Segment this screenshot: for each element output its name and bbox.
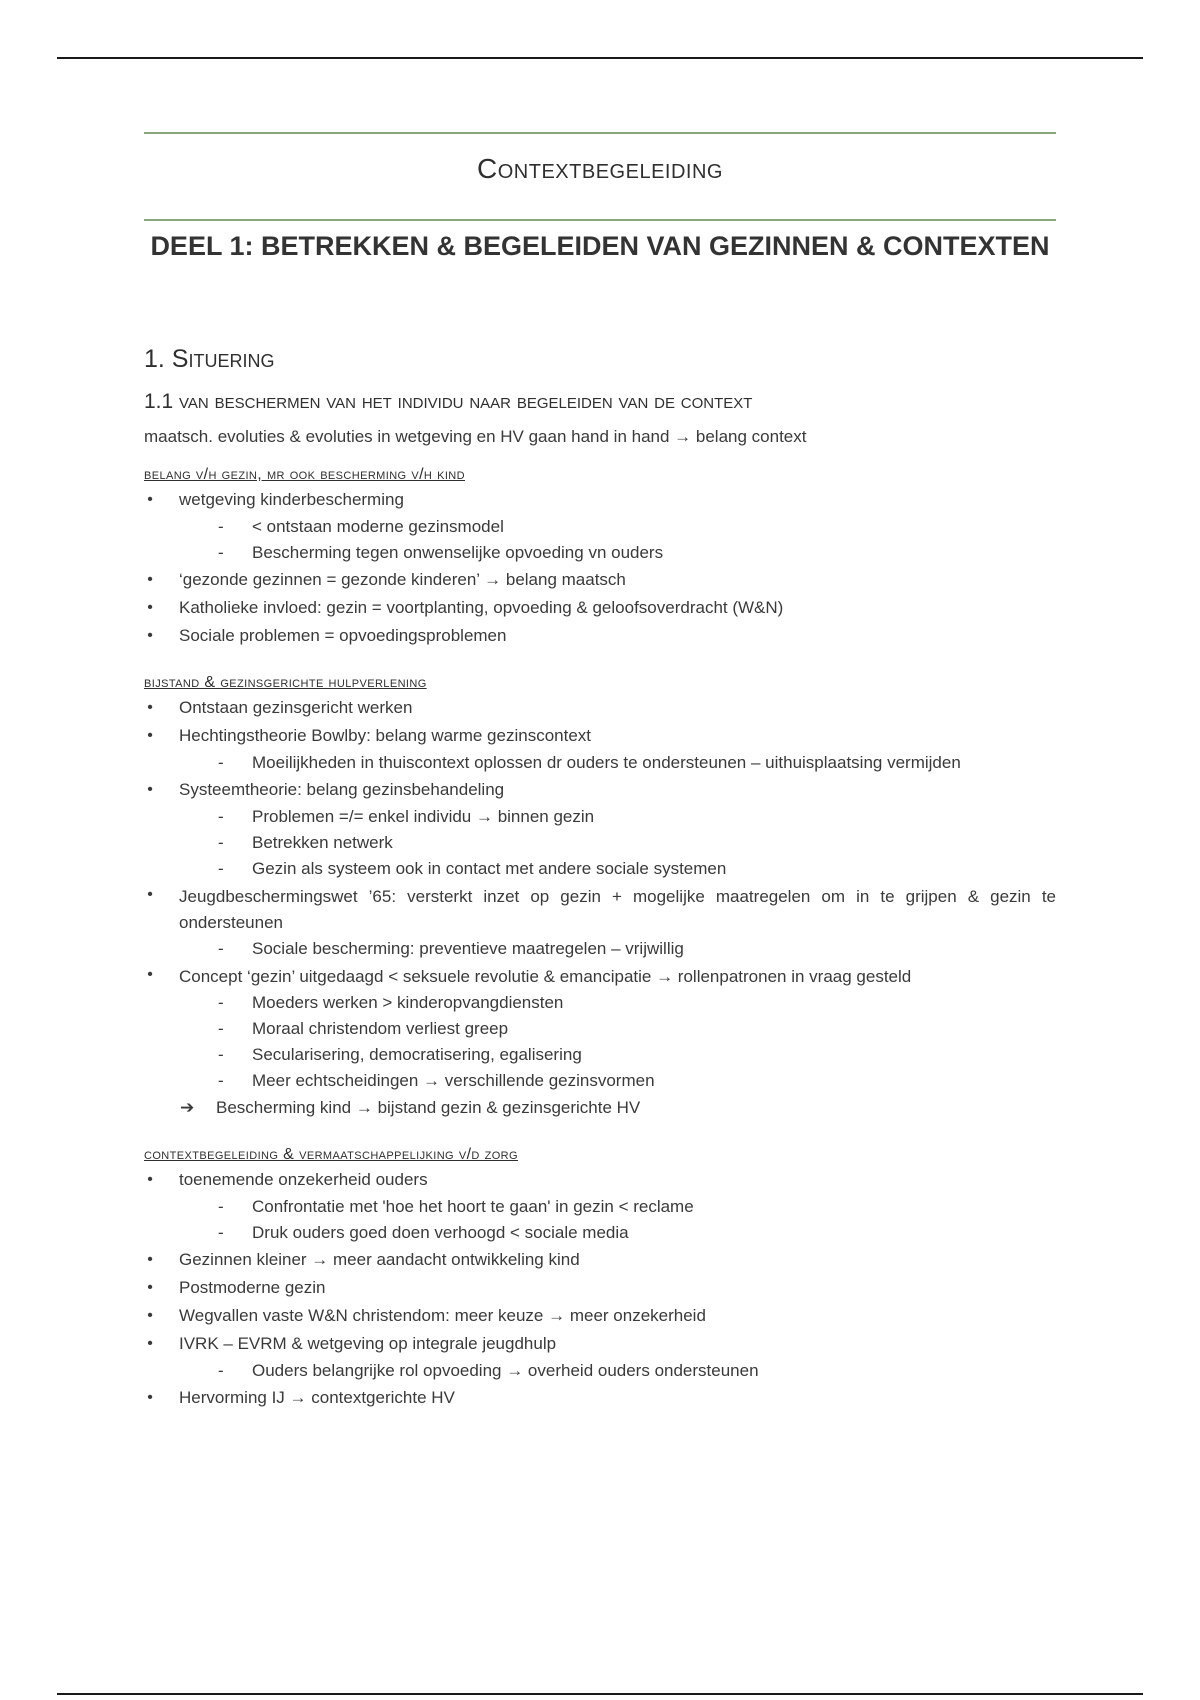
arrow-icon: ➔ [180,1098,195,1117]
dash-icon: - [218,543,224,562]
bullet-icon: • [147,1335,153,1352]
section-heading: 1.1 van beschermen van het individu naar begeleiden van de context [144,390,753,413]
bullet-list [144,694,1056,1122]
sub-list-item [144,804,1056,830]
sub-list-item-text: Bescherming tegen onwenselijke opvoeding vn ouders [252,543,664,562]
list-item [144,1166,1056,1194]
list-item-text: toenemende onzekerheid ouders [179,1170,428,1189]
sub-list-item [144,514,1056,540]
dash-icon: - [218,1197,224,1216]
bullet-icon: • [147,781,153,798]
sub-list-item [144,750,1056,776]
bullet-icon: • [147,727,153,744]
dash-icon: - [218,1071,224,1090]
title-rule-bottom [144,219,1056,221]
sub-list-item-text: Ouders belangrijke rol opvoeding → overheid ouders ondersteunen [252,1361,759,1380]
sub-list-item [144,856,1056,882]
list-item-text: Katholieke invloed: gezin = voortplanting, opvoeding & geloofsoverdracht (W&N) [179,598,784,617]
sub-list-item [144,1068,1056,1094]
sub-list-item-text: Druk ouders goed doen verhoogd < sociale media [252,1223,629,1242]
sub-list-item [144,540,1056,566]
list-item-text: Hervorming IJ → contextgerichte HV [179,1388,455,1407]
conclusion-text: Bescherming kind → bijstand gezin & gezinsgerichte HV [216,1098,641,1117]
list-item [144,1330,1056,1358]
bullet-icon: • [147,1279,153,1296]
sub-list-item-text: Betrekken netwerk [252,833,393,852]
list-item-text: Ontstaan gezinsgericht werken [179,698,413,717]
bullet-icon: • [147,1251,153,1268]
list-item [144,1246,1056,1274]
sub-list-item [144,936,1056,962]
dash-icon: - [218,1045,224,1064]
list-item-text: Postmoderne gezin [179,1278,326,1297]
list-item [144,622,1056,650]
list-item [144,1274,1056,1302]
chapter-heading: 1. Situering [144,345,275,373]
bullet-icon: • [147,1389,153,1406]
sub-list-item [144,830,1056,856]
page-header-rule [57,57,1143,59]
dash-icon: - [218,1361,224,1380]
sub-list-item-text: Moeders werken > kinderopvangdiensten [252,993,564,1012]
dash-icon: - [218,753,224,772]
sub-list-item-text: Meer echtscheidingen → verschillende gezinsvormen [252,1071,655,1090]
sub-list-item-text: < ontstaan moderne gezinsmodel [252,517,504,536]
list-item-text: Wegvallen vaste W&N christendom: meer keuze → meer onzekerheid [179,1306,706,1325]
list-item [144,594,1056,622]
list-item [144,694,1056,722]
list-item [144,722,1056,750]
list-item [144,882,1056,936]
list-item-text: Sociale problemen = opvoedingsproblemen [179,626,507,645]
title-rule-top [144,132,1056,134]
sub-list-item [144,1194,1056,1220]
bullet-icon: • [147,571,153,588]
list-item-text: wetgeving kinderbescherming [179,490,404,509]
bullet-list [144,1166,1056,1412]
sub-list-item-text: Moraal christendom verliest greep [252,1019,509,1038]
sub-list-item-text: Problemen =/= enkel individu → binnen gezin [252,807,595,826]
intro-paragraph: maatsch. evoluties & evoluties in wetgeving en HV gaan hand in hand → belang context [144,427,807,446]
bullet-icon: • [147,491,153,508]
list-item-text: Hechtingstheorie Bowlby: belang warme gezinscontext [179,726,592,745]
bullet-icon: • [147,627,153,644]
dash-icon: - [218,859,224,878]
dash-icon: - [218,1223,224,1242]
list-item-text: Gezinnen kleiner → meer aandacht ontwikkeling kind [179,1250,580,1269]
list-item [144,962,1056,990]
sub-list-item-text: Moeilijkheden in thuiscontext oplossen dr ouders te ondersteunen – uithuisplaatsing vermijden [252,753,961,772]
bullet-icon: • [147,699,153,716]
dash-icon: - [218,807,224,826]
sub-list-item-text: Confrontatie met 'hoe het hoort te gaan' in gezin < reclame [252,1197,694,1216]
page-footer-rule [57,1693,1143,1695]
list-item [144,776,1056,804]
sub-list-item-text: Secularisering, democratisering, egalisering [252,1045,582,1064]
sub-list-item-text: Gezin als systeem ook in contact met andere sociale systemen [252,859,727,878]
list-item-text: Systeemtheorie: belang gezinsbehandeling [179,780,505,799]
dash-icon: - [218,939,224,958]
bullet-icon: • [147,1307,153,1324]
sub-list-item-text: Sociale bescherming: preventieve maatregelen – vrijwillig [252,939,684,958]
document-title: Contextbegeleiding [477,153,723,184]
list-item [144,1302,1056,1330]
dash-icon: - [218,517,224,536]
sub-list-item [144,1016,1056,1042]
list-item [144,566,1056,594]
subsection-heading: contextbegeleiding & vermaatschappelijking v/d zorg [144,1146,518,1163]
bullet-icon: • [147,966,153,983]
list-item-text: IVRK – EVRM & wetgeving op integrale jeugdhulp [179,1334,557,1353]
list-item-text: Concept ‘gezin’ uitgedaagd < seksuele revolutie & emancipatie → rollenpatronen in vraag gesteld [179,967,912,986]
subsection-heading: belang v/h gezin, mr ook bescherming v/h kind [144,466,465,483]
bullet-icon: • [147,599,153,616]
bullet-list [144,486,1056,650]
subsection-heading: bijstand & gezinsgerichte hulpverlening [144,674,427,691]
list-item [144,1384,1056,1412]
sub-list-item [144,1358,1056,1384]
bullet-icon: • [147,886,153,903]
sections-container [144,464,1056,1412]
list-item [144,486,1056,514]
conclusion-item [144,1094,1056,1122]
list-item-text: ‘gezonde gezinnen = gezonde kinderen’ → belang maatsch [179,570,626,589]
sub-list-item [144,1220,1056,1246]
part-title: DEEL 1: BETREKKEN & BEGELEIDEN VAN GEZINNEN & CONTEXTEN [150,231,1050,261]
dash-icon: - [218,993,224,1012]
sub-list-item [144,990,1056,1016]
dash-icon: - [218,833,224,852]
dash-icon: - [218,1019,224,1038]
list-item-text: Jeugdbeschermingswet ’65: versterkt inzet op gezin + mogelijke maatregelen om in te grijpen & gezin te ondersteunen [179,887,1056,932]
sub-list-item [144,1042,1056,1068]
document-body [144,132,1056,1412]
bullet-icon: • [147,1171,153,1188]
